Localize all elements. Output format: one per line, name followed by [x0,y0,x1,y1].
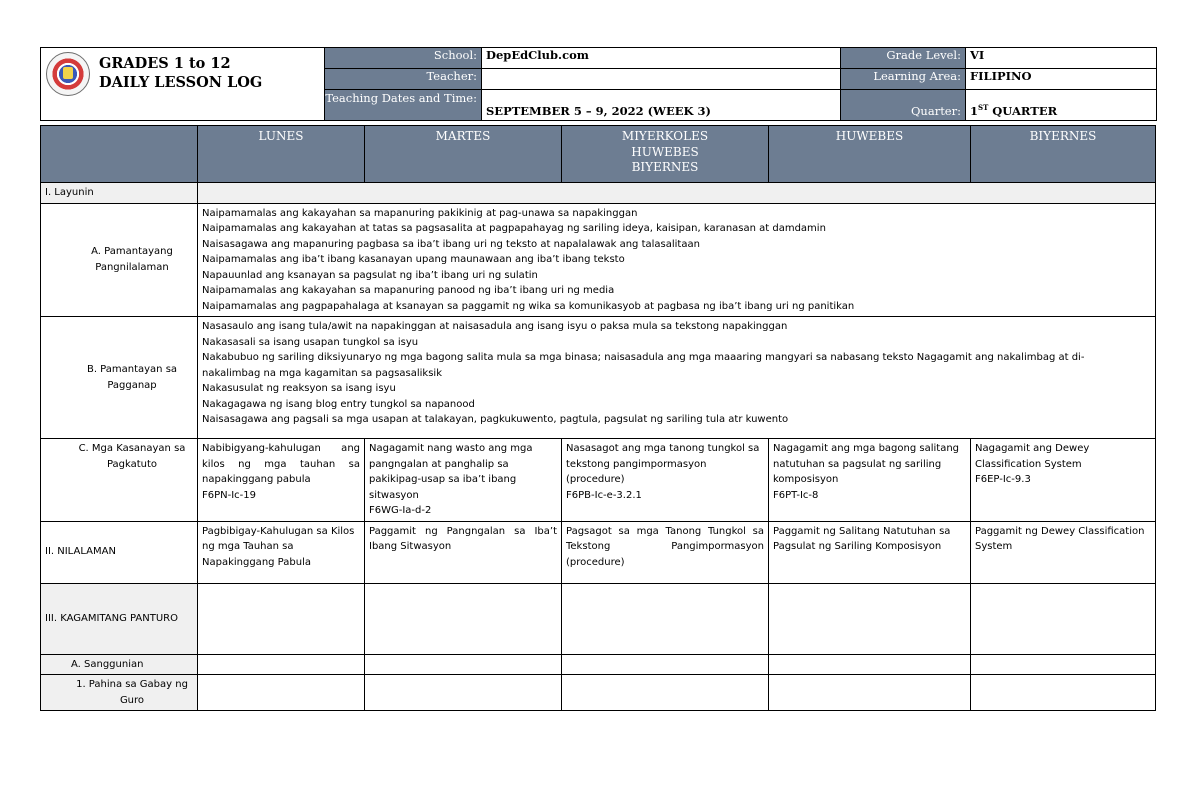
kagamitan-miyerkoles [562,583,769,654]
kagamitan-biyernes [971,583,1156,654]
quarter-value: 1ST QUARTER [966,90,1157,121]
title-grades: GRADES 1 to 12 [99,55,231,72]
kasanayan-huwebes: Nagagamit ang mga bagong salitang natutuhan sa pagsulat ng sariling komposisyon F6PT-Ic-8 [769,439,971,522]
pahina-lunes [198,675,365,711]
grade-level-label: Grade Level: [841,48,966,69]
school-value: DepEdClub.com [482,48,841,69]
list-item: Nakagagawa ng isang blog entry tungkol sa napanood [202,398,475,410]
sanggunian-lunes [198,654,365,675]
list-item: Naipamamalas ang iba’t ibang kasanayan upang maunawaan ang iba’t ibang teksto [202,254,625,265]
sanggunian-miyerkoles [562,654,769,675]
row-label-kagamitang-panturo: III. KAGAMITANG PANTURO [41,583,198,654]
list-item: Nasasaulo ang isang tula/awit na napakinggan at naisasadula ang isang isyu o paksa mula sa tekstong napakinggan [202,321,788,332]
row-label-layunin: I. Layunin [41,183,198,204]
day-header-biyernes: BIYERNES [971,126,1156,183]
competency-code: F6PT-Ic-8 [773,489,819,501]
kagamitan-lunes [198,583,365,654]
nilalaman-biyernes: Paggamit ng Dewey Classification System [971,521,1156,583]
row-label-sanggunian: A. Sanggunian [41,654,198,675]
list-item: Naipamamalas ang kakayahan sa mapanuring pakikinig at pag-unawa sa napakinggan [202,207,638,219]
list-item: Naipamamalas ang pagpapahalaga at ksanayan sa paggamit ng wika sa komunikasyob at pagbasa ng iba’t ibang uri ng panitikan [202,300,855,312]
kasanayan-miyerkoles: Nasasagot ang mga tanong tungkol sa tekstong pangimpormasyon (procedure) F6PB-Ic-e-3.2.1 [562,439,769,522]
list-item: Naipamamalas ang kakayahan at tatas sa pagsasalita at pagpapahayag ng sariling ideya, kaisipan, karanasan at damdamin [202,223,826,234]
list-item: Nakasusulat ng reaksyon sa isang isyu [202,383,396,394]
list-item: Naisasagawa ang mapanuring pagbasa sa iba’t ibang uri ng teksto at napalalawak ang talasalitaan [202,238,700,250]
list-item: Napauunlad ang ksanayan sa pagsulat ng iba’t ibang uri ng sulatin [202,269,538,281]
teacher-label: Teacher: [325,69,482,90]
list-item: Nakabubuo ng sariling diksiyunaryo ng mga bagong salita mula sa mga binasa; naisasadula ang mga maaaring mangyari sa nabasang teksto Nagagamit ang nakalimbag at di- [202,352,1085,363]
sanggunian-biyernes [971,654,1156,675]
school-label: School: [325,48,482,69]
nilalaman-martes: Paggamit ng Pangngalan sa Iba’t Ibang Sitwasyon [365,521,562,583]
teaching-dates-label: Teaching Dates and Time: [325,90,482,121]
competency-code: F6WG-Ia-d-2 [369,505,432,516]
learning-area-value: FILIPINO [966,69,1157,90]
quarter-label: Quarter: [841,90,966,121]
learning-area-label: Learning Area: [841,69,966,90]
kagamitan-martes [365,583,562,654]
pamantayang-pangnilalaman-content [198,203,1156,317]
teacher-value [482,69,841,90]
pamantayan-sa-pagganap-content [198,317,1156,439]
competency-code: F6PN-Ic-19 [202,489,257,501]
pahina-miyerkoles [562,675,769,711]
day-header-lunes: LUNES [198,126,365,183]
header-title-cell [41,48,325,121]
day-header-miyerkoles: MIYERKOLES HUWEBES BIYERNES [562,126,769,183]
row-label-pamantayang-pangnilalaman: A. Pamantayang Pangnilalaman [41,203,198,317]
competency-code: F6EP-Ic-9.3 [975,474,1031,485]
row-label-pamantayan-sa-pagganap: B. Pamantayan sa Pagganap [41,317,198,439]
corner-cell [41,126,198,183]
title-daily-lesson-log: DAILY LESSON LOG [99,74,263,91]
teaching-dates-value: SEPTEMBER 5 – 9, 2022 (WEEK 3) [482,90,841,121]
nilalaman-huwebes: Paggamit ng Salitang Natutuhan sa Pagsulat ng Sariling Komposisyon [769,521,971,583]
lesson-log-table [40,125,1156,711]
pahina-biyernes [971,675,1156,711]
kasanayan-martes: Nagagamit nang wasto ang mga pangngalan at panghalip sa pakikipag-usap sa iba’t ibang sitwasyon F6WG-Ia-d-2 [365,439,562,522]
list-item: Naisasagawa ang pagsali sa mga usapan at talakayan, pagkukuwento, pagtula, pagsulat ng sariling tula atr kuwento [202,414,789,425]
pahina-martes [365,675,562,711]
grade-level-value: VI [966,48,1157,69]
list-item: Naipamamalas ang kakayahan sa mapanuring panood ng iba’t ibang uri ng media [202,285,615,296]
row-label-pahina-gabay-guro: 1. Pahina sa Gabay ng Guro [41,675,198,711]
row-label-mga-kasanayan: C. Mga Kasanayan sa Pagkatuto [41,439,198,522]
row-label-nilalaman: II. NILALAMAN [41,521,198,583]
list-item: nakalimbag na mga kagamitan sa pagsasaliksik [202,367,442,379]
sanggunian-martes [365,654,562,675]
layunin-empty [198,183,1156,204]
kagamitan-huwebes [769,583,971,654]
kasanayan-lunes: Nabibigyang-kahulugan ang kilos ng mga tauhan sa napakinggang pabula F6PN-Ic-19 [198,439,365,522]
pahina-huwebes [769,675,971,711]
day-header-martes: MARTES [365,126,562,183]
day-header-huwebes: HUWEBES [769,126,971,183]
nilalaman-lunes: Pagbibigay-Kahulugan sa Kilos ng mga Tauhan sa Napakinggang Pabula [198,521,365,583]
list-item: Nakasasali sa isang usapan tungkol sa isyu [202,336,419,348]
sanggunian-huwebes [769,654,971,675]
nilalaman-miyerkoles: Pagsagot sa mga Tanong Tungkol sa Tekstong Pangimpormasyon (procedure) [562,521,769,583]
deped-seal-logo [46,52,90,96]
competency-code: F6PB-Ic-e-3.2.1 [566,489,642,501]
header-table [40,47,1157,121]
kasanayan-biyernes: Nagagamit ang Dewey Classification System F6EP-Ic-9.3 [971,439,1156,522]
